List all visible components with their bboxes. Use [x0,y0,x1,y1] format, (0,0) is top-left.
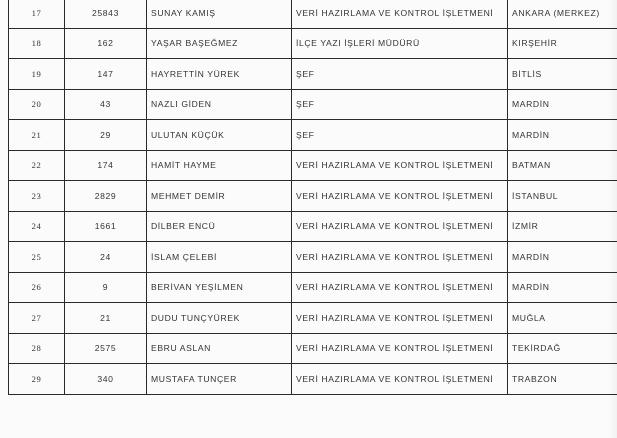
location-cell: ANKARA (MERKEZ) [508,0,617,28]
table-row [9,242,617,273]
full-name-cell: DUDU TUNÇYÜREK [147,303,292,334]
registry-number-cell: 29 [65,120,147,151]
location-cell: MARDİN [508,242,617,273]
full-name-cell: NAZLI GİDEN [147,89,292,120]
title-cell: VERİ HAZIRLAMA VE KONTROL İŞLETMENİ [292,181,508,212]
title-cell: İLÇE YAZI İŞLERİ MÜDÜRÜ [292,28,508,59]
table-row [9,272,617,303]
full-name-cell: DİLBER ENCÜ [147,211,292,242]
title-cell: VERİ HAZIRLAMA VE KONTROL İŞLETMENİ [292,364,508,395]
personnel-table-body [9,0,617,394]
row-number-cell: 24 [9,211,65,242]
registry-number-cell: 147 [65,59,147,90]
registry-number-cell: 162 [65,28,147,59]
title-cell: VERİ HAZIRLAMA VE KONTROL İŞLETMENİ [292,333,508,364]
location-cell: BİTLİS [508,59,617,90]
title-cell: ŞEF [292,59,508,90]
location-cell: BATMAN [508,150,617,181]
full-name-cell: SUNAY KAMIŞ [147,0,292,28]
registry-number-cell: 43 [65,89,147,120]
location-cell: İSTANBUL [508,181,617,212]
registry-number-cell: 9 [65,272,147,303]
personnel-table [8,0,617,395]
location-cell: MARDİN [508,89,617,120]
row-number-cell: 27 [9,303,65,334]
registry-number-cell: 1661 [65,211,147,242]
title-cell: VERİ HAZIRLAMA VE KONTROL İŞLETMENİ [292,150,508,181]
table-row [9,0,617,28]
full-name-cell: YAŞAR BAŞEĞMEZ [147,28,292,59]
row-number-cell: 20 [9,89,65,120]
full-name-cell: İSLAM ÇELEBİ [147,242,292,273]
registry-number-cell: 25843 [65,0,147,28]
title-cell: VERİ HAZIRLAMA VE KONTROL İŞLETMENİ [292,272,508,303]
table-row [9,181,617,212]
title-cell: VERİ HAZIRLAMA VE KONTROL İŞLETMENİ [292,303,508,334]
table-row [9,150,617,181]
full-name-cell: EBRU ASLAN [147,333,292,364]
registry-number-cell: 174 [65,150,147,181]
table-row [9,28,617,59]
row-number-cell: 22 [9,150,65,181]
registry-number-cell: 21 [65,303,147,334]
table-row [9,303,617,334]
scan-edge-shadow [607,0,617,438]
location-cell: MARDİN [508,272,617,303]
registry-number-cell: 24 [65,242,147,273]
row-number-cell: 29 [9,364,65,395]
registry-number-cell: 2575 [65,333,147,364]
registry-number-cell: 340 [65,364,147,395]
full-name-cell: ULUTAN KÜÇÜK [147,120,292,151]
location-cell: MUĞLA [508,303,617,334]
row-number-cell: 18 [9,28,65,59]
table-row [9,89,617,120]
location-cell: TEKİRDAĞ [508,333,617,364]
row-number-cell: 25 [9,242,65,273]
full-name-cell: HAMİT HAYME [147,150,292,181]
registry-number-cell: 2829 [65,181,147,212]
row-number-cell: 26 [9,272,65,303]
row-number-cell: 28 [9,333,65,364]
full-name-cell: HAYRETTİN YÜREK [147,59,292,90]
title-cell: VERİ HAZIRLAMA VE KONTROL İŞLETMENİ [292,242,508,273]
location-cell: KIRŞEHİR [508,28,617,59]
location-cell: İZMİR [508,211,617,242]
row-number-cell: 17 [9,0,65,28]
location-cell: MARDİN [508,120,617,151]
table-row [9,333,617,364]
table-row [9,59,617,90]
full-name-cell: BERİVAN YEŞİLMEN [147,272,292,303]
title-cell: ŞEF [292,120,508,151]
full-name-cell: MUSTAFA TUNÇER [147,364,292,395]
title-cell: ŞEF [292,89,508,120]
title-cell: VERİ HAZIRLAMA VE KONTROL İŞLETMENİ [292,211,508,242]
table-row [9,120,617,151]
full-name-cell: MEHMET DEMİR [147,181,292,212]
table-row [9,211,617,242]
title-cell: VERİ HAZIRLAMA VE KONTROL İŞLETMENİ [292,0,508,28]
table-row [9,364,617,395]
row-number-cell: 23 [9,181,65,212]
row-number-cell: 21 [9,120,65,151]
row-number-cell: 19 [9,59,65,90]
location-cell: TRABZON [508,364,617,395]
